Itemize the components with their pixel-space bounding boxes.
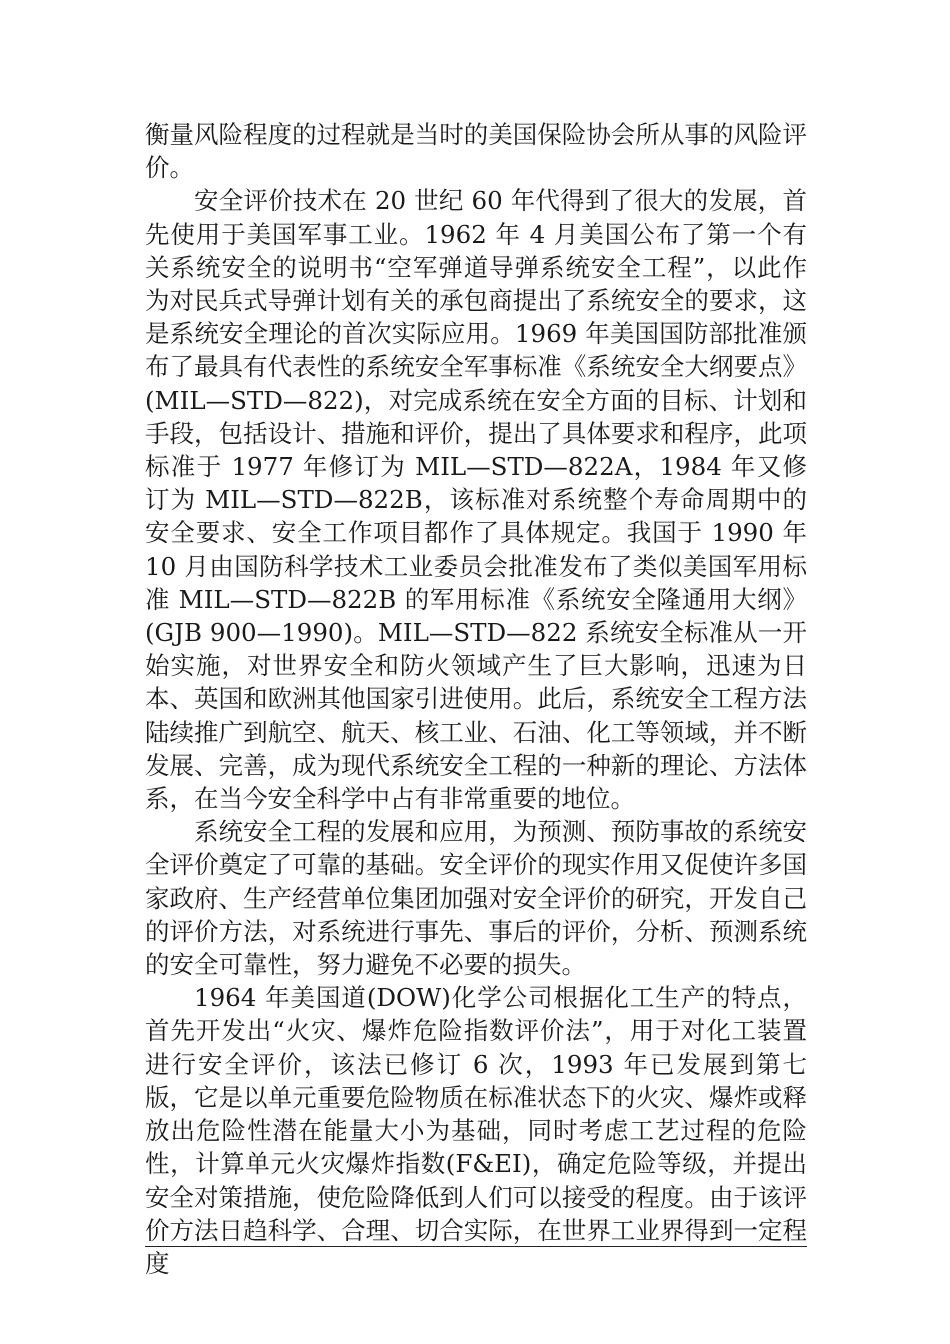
paragraph-2: 安全评价技术在 20 世纪 60 年代得到了很大的发展，首先使用于美国军事工业。1962 年 4 月美国公布了第一个有关系统安全的说明书“空军弹道导弹系统安全工程”，以此作为对民兵式导弹计划有关的承包商提出了系统安全的要求，这是系统安全理论的首次实际应用。1969 年美国国防部批准颁布了最具有代表性的系统安全军事标准《系统安全大纲要点》(MIL—STD—822)，对完成系统在安全方面的目标、计划和手段，包括设计、措施和评价，提出了具体要求和程序，此项标准于 1977 年修订为 MIL—STD—822A，1984 年又修订为 MIL—STD—822B，该标准对系统整个寿命周期中的安全要求、安全工作项目都作了具体规定。我国于 1990 年 10 月由国防科学技术工业委员会批准发布了类似美国军用标准 MIL—STD—822B 的军用标准《系统安全隆通用大纲》(GJB 900—1990)。MIL—STD—822 系统安全标准从一开始实施，对世界安全和防火领域产生了巨大影响，迅速为日本、英国和欧洲其他国家引进使用。此后，系统安全工程方法陆续推广到航空、航天、核工业、石油、化工等领域，并不断发展、完善，成为现代系统安全工程的一种新的理论、方法体系，在当今安全科学中占有非常重要的地位。 [145,186,807,814]
footer-divider [145,1246,807,1247]
paragraph-3: 系统安全工程的发展和应用，为预测、预防事故的系统安全评价奠定了可靠的基础。安全评价的现实作用又促使许多国家政府、生产经营单位集团加强对安全评价的研究，开发自己的评价方法，对系统进行事先、事后的评价，分析、预测系统的安全可靠性，努力避免不必要的损失。 [145,817,807,980]
document-body [145,118,807,1280]
paragraph-4: 1964 年美国道(DOW)化学公司根据化工生产的特点，首先开发出“火灾、爆炸危险指数评价法”，用于对化工装置进行安全评价，该法已修订 6 次，1993 年已发展到第七版，它是以单元重要危险物质在标准状态下的火灾、爆炸或释放出危险性潜在能量大小为基础，同时考虑工艺过程的危险性，计算单元火灾爆炸指数(F&EI)，确定危险等级，并提出安全对策措施，使危险降低到人们可以接受的程度。由于该评价方法日趋科学、合理、切合实际，在世界工业界得到一定程度 [145,983,807,1278]
paragraph-1: 衡量风险程度的过程就是当时的美国保险协会所从事的风险评价。 [145,120,807,183]
